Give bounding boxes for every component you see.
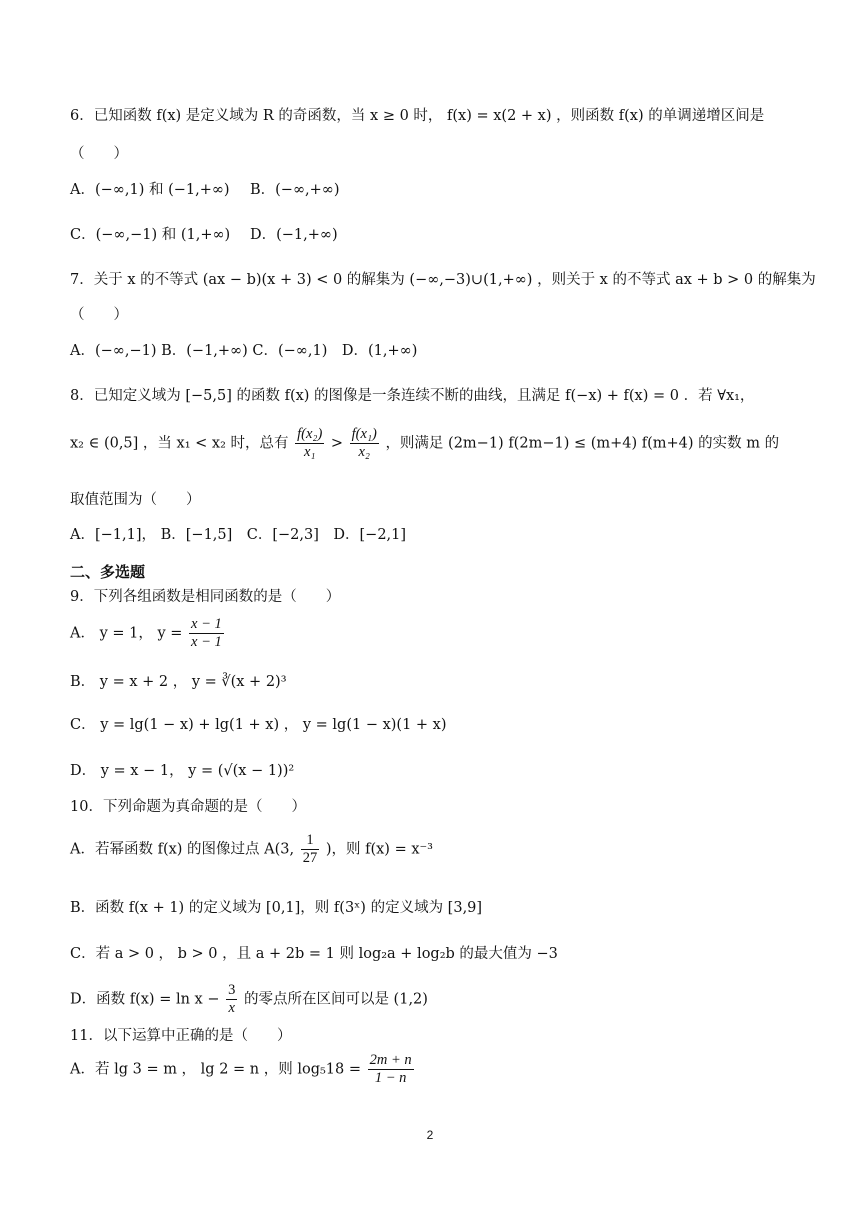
q8-stem-post: ，则满足 (2m−1) f(2m−1) ≤ (m+4) f(m+4) 的实数 m 的 (385, 435, 780, 452)
q11-option-a-pre: A．若 lg 3 = m ， lg 2 = n ，则 log₅18 = (70, 1061, 362, 1078)
q9-option-a-fraction (189, 616, 224, 651)
q9-option-a (70, 616, 226, 651)
q9-option-c: C． y = lg(1 − x) + lg(1 + x) ， y = lg(1 − x)(1 + x) (70, 717, 447, 733)
q9-stem: 9．下列各组函数是相同函数的是（ ） (70, 589, 341, 605)
q10-option-b: B．函数 f(x + 1) 的定义域为 [0,1]，则 f(3ˣ) 的定义域为 [3,9] (70, 900, 483, 916)
q9-a-denominator: x − 1 (191, 634, 222, 650)
q7-stem: 7．关于 x 的不等式 (ax − b)(x + 3) < 0 的解集为 (−∞,−3)∪(1,+∞) ，则关于 x 的不等式 ax + b > 0 的解集为 (70, 272, 816, 288)
q8-stem-line2 (70, 426, 779, 461)
q8-fraction-left (295, 426, 324, 461)
q9-option-d: D． y = x − 1， y = (√(x − 1))² (70, 763, 295, 779)
q8-frac2-denominator: x₂ (358, 444, 370, 460)
q11-stem: 11．以下运算中正确的是（ ） (70, 1028, 292, 1044)
q6-stem: 6．已知函数 f(x) 是定义域为 R 的奇函数，当 x ≥ 0 时， f(x) = x(2 + x) ，则函数 f(x) 的单调递增区间是 (70, 108, 765, 124)
q11-a-numerator: 2m + n (369, 1052, 412, 1068)
q10-option-d-pre: D．函数 f(x) = ln x − (70, 991, 220, 1008)
q7-options: A．(−∞,−1) B．(−1,+∞) C．(−∞,1) D．(1,+∞) (70, 343, 418, 359)
q6-paren: （ ） (70, 146, 128, 162)
q10-d-denominator: x (228, 1000, 235, 1016)
q11-a-denominator: 1 − n (374, 1070, 407, 1086)
q8-stem-pre: x₂ ∈ (0,5] ，当 x₁ < x₂ 时，总有 (70, 435, 289, 452)
q9-option-b: B． y = x + 2 ， y = ∛(x + 2)³ (70, 674, 287, 690)
q8-greater-than: > (330, 435, 344, 452)
q10-a-denominator: 27 (302, 850, 318, 866)
q10-a-numerator: 1 (301, 832, 320, 850)
q6-option-b: B．(−∞,+∞) (250, 182, 340, 198)
q10-option-d-post: 的零点所在区间可以是 (1,2) (243, 991, 428, 1008)
q9-option-a-text: A． y = 1， y = (70, 625, 183, 642)
q8-stem-line1: 8．已知定义域为 [−5,5] 的函数 f(x) 的图像是一条连续不断的曲线，且满足 f(−x) + f(x) = 0 ．若 ∀x₁， (70, 388, 755, 404)
q6-option-a: A．(−∞,1) 和 (−1,+∞) (70, 182, 230, 198)
q10-d-numerator: 3 (228, 982, 236, 998)
q10-option-a (70, 832, 433, 867)
q8-options: A．[−1,1]， B．[−1,5] C．[−2,3] D．[−2,1] (70, 527, 407, 543)
q10-stem: 10．下列命题为真命题的是（ ） (70, 799, 306, 815)
q11-option-a (70, 1052, 416, 1087)
q11-option-a-fraction (368, 1052, 414, 1087)
q8-frac2-numerator: f(x₁) (351, 426, 377, 442)
q8-stem-line3: 取值范围为（ ） (70, 492, 201, 508)
section-heading: 二、多选题 (70, 563, 146, 581)
q7-paren: （ ） (70, 307, 128, 323)
q10-option-d (70, 982, 428, 1017)
q6-option-c: C．(−∞,−1) 和 (1,+∞) (70, 227, 231, 243)
q8-frac1-denominator: x₁ (303, 444, 316, 460)
q10-option-c: C．若 a > 0 ， b > 0 ，且 a + 2b = 1 则 log₂a + log₂b 的最大值为 −3 (70, 946, 558, 962)
q8-fraction-right (350, 426, 379, 461)
q6-option-d: D．(−1,+∞) (250, 227, 338, 243)
q10-option-d-fraction (226, 982, 237, 1017)
q10-option-a-post: )，则 f(x) = x⁻³ (325, 841, 433, 858)
q10-option-a-pre: A．若幂函数 f(x) 的图像过点 A(3, (70, 841, 295, 858)
page-number: 2 (426, 1128, 434, 1142)
q8-frac1-numerator: f(x₂) (297, 426, 323, 442)
q10-option-a-fraction (301, 832, 320, 867)
q9-a-numerator: x − 1 (191, 616, 222, 632)
